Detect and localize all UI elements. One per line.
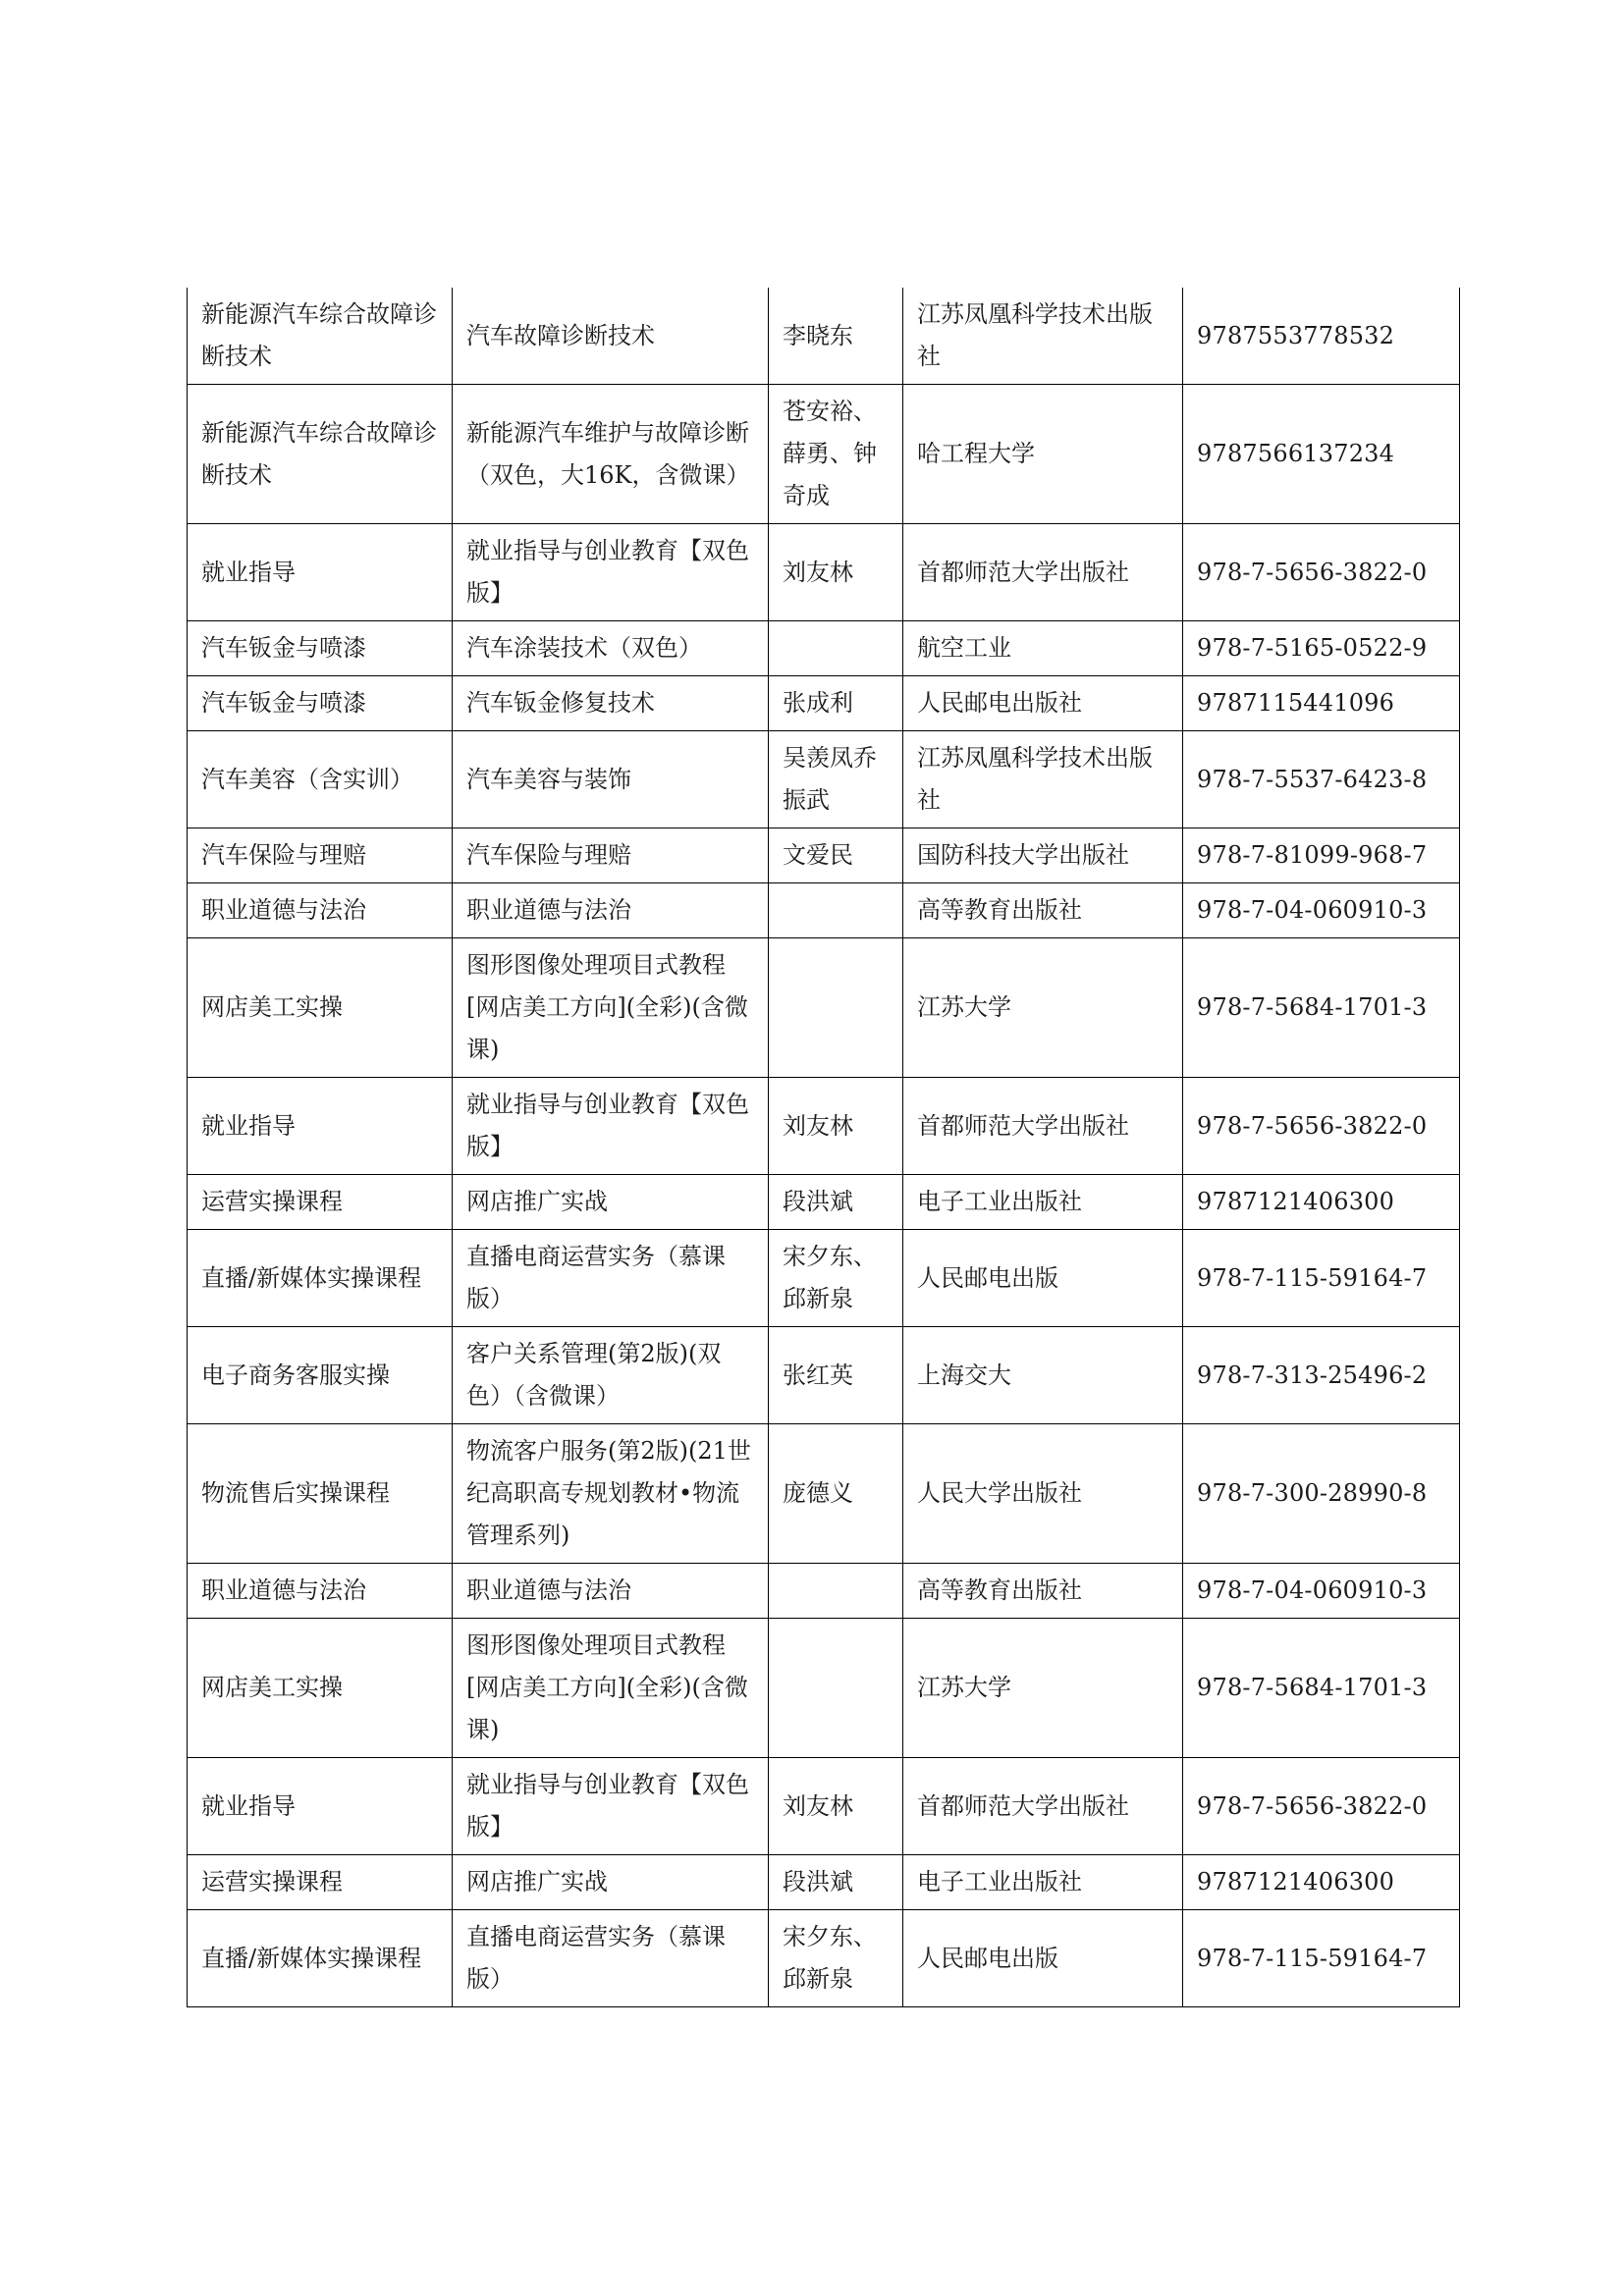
publisher-cell: 哈工程大学 bbox=[903, 385, 1183, 524]
isbn-cell: 9787115441096 bbox=[1183, 676, 1460, 731]
table-row bbox=[188, 524, 1460, 621]
publisher-cell: 江苏凤凰科学技术出版社 bbox=[903, 731, 1183, 828]
author-cell: 吴羡凤乔振武 bbox=[769, 731, 903, 828]
textbook-cell: 网店推广实战 bbox=[453, 1855, 769, 1910]
course-cell: 就业指导 bbox=[188, 1758, 453, 1855]
textbook-cell: 客户关系管理(第2版)(双色）（含微课） bbox=[453, 1327, 769, 1424]
table-row bbox=[188, 1175, 1460, 1230]
author-cell: 庞德义 bbox=[769, 1424, 903, 1564]
table-row bbox=[188, 1327, 1460, 1424]
author-cell bbox=[769, 938, 903, 1078]
course-cell: 网店美工实操 bbox=[188, 1619, 453, 1758]
course-cell: 新能源汽车综合故障诊断技术 bbox=[188, 385, 453, 524]
textbook-table bbox=[187, 288, 1460, 2007]
textbook-cell: 汽车涂装技术（双色） bbox=[453, 621, 769, 676]
course-cell: 运营实操课程 bbox=[188, 1175, 453, 1230]
publisher-cell: 电子工业出版社 bbox=[903, 1855, 1183, 1910]
textbook-cell: 职业道德与法治 bbox=[453, 883, 769, 938]
publisher-cell: 人民邮电出版社 bbox=[903, 676, 1183, 731]
course-cell: 运营实操课程 bbox=[188, 1855, 453, 1910]
isbn-cell: 978-7-5165-0522-9 bbox=[1183, 621, 1460, 676]
author-cell bbox=[769, 1619, 903, 1758]
author-cell: 张成利 bbox=[769, 676, 903, 731]
table-row bbox=[188, 828, 1460, 883]
isbn-cell: 9787121406300 bbox=[1183, 1175, 1460, 1230]
textbook-cell: 职业道德与法治 bbox=[453, 1564, 769, 1619]
author-cell: 张红英 bbox=[769, 1327, 903, 1424]
table-row bbox=[188, 1619, 1460, 1758]
course-cell: 就业指导 bbox=[188, 1078, 453, 1175]
course-cell: 物流售后实操课程 bbox=[188, 1424, 453, 1564]
course-cell: 汽车保险与理赔 bbox=[188, 828, 453, 883]
isbn-cell: 978-7-5684-1701-3 bbox=[1183, 938, 1460, 1078]
author-cell: 文爱民 bbox=[769, 828, 903, 883]
table-row bbox=[188, 731, 1460, 828]
isbn-cell: 978-7-5537-6423-8 bbox=[1183, 731, 1460, 828]
publisher-cell: 人民邮电出版 bbox=[903, 1910, 1183, 2007]
course-cell: 电子商务客服实操 bbox=[188, 1327, 453, 1424]
course-cell: 就业指导 bbox=[188, 524, 453, 621]
publisher-cell: 上海交大 bbox=[903, 1327, 1183, 1424]
textbook-cell: 就业指导与创业教育【双色版】 bbox=[453, 524, 769, 621]
table-row bbox=[188, 288, 1460, 385]
isbn-cell: 9787121406300 bbox=[1183, 1855, 1460, 1910]
course-cell: 汽车钣金与喷漆 bbox=[188, 621, 453, 676]
textbook-cell: 汽车钣金修复技术 bbox=[453, 676, 769, 731]
author-cell: 刘友林 bbox=[769, 1078, 903, 1175]
isbn-cell: 978-7-5684-1701-3 bbox=[1183, 1619, 1460, 1758]
isbn-cell: 9787553778532 bbox=[1183, 288, 1460, 385]
table-row bbox=[188, 1758, 1460, 1855]
author-cell: 段洪斌 bbox=[769, 1855, 903, 1910]
author-cell: 宋夕东、邱新泉 bbox=[769, 1910, 903, 2007]
author-cell: 宋夕东、邱新泉 bbox=[769, 1230, 903, 1327]
table-row bbox=[188, 1424, 1460, 1564]
table-body bbox=[188, 288, 1460, 2007]
table-row bbox=[188, 938, 1460, 1078]
document-page bbox=[187, 288, 1459, 2007]
textbook-cell: 新能源汽车维护与故障诊断（双色，大16K，含微课） bbox=[453, 385, 769, 524]
isbn-cell: 978-7-81099-968-7 bbox=[1183, 828, 1460, 883]
author-cell: 苍安裕、薛勇、钟奇成 bbox=[769, 385, 903, 524]
course-cell: 职业道德与法治 bbox=[188, 883, 453, 938]
table-row bbox=[188, 385, 1460, 524]
table-row bbox=[188, 1564, 1460, 1619]
author-cell: 刘友林 bbox=[769, 1758, 903, 1855]
isbn-cell: 978-7-313-25496-2 bbox=[1183, 1327, 1460, 1424]
table-row bbox=[188, 676, 1460, 731]
table-row bbox=[188, 1078, 1460, 1175]
table-row bbox=[188, 883, 1460, 938]
course-cell: 直播/新媒体实操课程 bbox=[188, 1910, 453, 2007]
publisher-cell: 高等教育出版社 bbox=[903, 1564, 1183, 1619]
publisher-cell: 人民邮电出版 bbox=[903, 1230, 1183, 1327]
textbook-cell: 物流客户服务(第2版)(21世纪高职高专规划教材•物流管理系列) bbox=[453, 1424, 769, 1564]
textbook-cell: 汽车故障诊断技术 bbox=[453, 288, 769, 385]
author-cell bbox=[769, 1564, 903, 1619]
table-row bbox=[188, 1855, 1460, 1910]
textbook-cell: 汽车美容与装饰 bbox=[453, 731, 769, 828]
author-cell bbox=[769, 883, 903, 938]
table-row bbox=[188, 1910, 1460, 2007]
publisher-cell: 首都师范大学出版社 bbox=[903, 1758, 1183, 1855]
textbook-cell: 就业指导与创业教育【双色版】 bbox=[453, 1078, 769, 1175]
publisher-cell: 首都师范大学出版社 bbox=[903, 524, 1183, 621]
textbook-cell: 图形图像处理项目式教程[网店美工方向](全彩)(含微课) bbox=[453, 938, 769, 1078]
isbn-cell: 978-7-04-060910-3 bbox=[1183, 1564, 1460, 1619]
author-cell: 李晓东 bbox=[769, 288, 903, 385]
course-cell: 直播/新媒体实操课程 bbox=[188, 1230, 453, 1327]
course-cell: 汽车钣金与喷漆 bbox=[188, 676, 453, 731]
course-cell: 新能源汽车综合故障诊断技术 bbox=[188, 288, 453, 385]
isbn-cell: 978-7-5656-3822-0 bbox=[1183, 524, 1460, 621]
publisher-cell: 江苏大学 bbox=[903, 938, 1183, 1078]
publisher-cell: 人民大学出版社 bbox=[903, 1424, 1183, 1564]
isbn-cell: 9787566137234 bbox=[1183, 385, 1460, 524]
course-cell: 汽车美容（含实训） bbox=[188, 731, 453, 828]
publisher-cell: 国防科技大学出版社 bbox=[903, 828, 1183, 883]
table-row bbox=[188, 621, 1460, 676]
textbook-cell: 汽车保险与理赔 bbox=[453, 828, 769, 883]
course-cell: 职业道德与法治 bbox=[188, 1564, 453, 1619]
author-cell: 段洪斌 bbox=[769, 1175, 903, 1230]
publisher-cell: 高等教育出版社 bbox=[903, 883, 1183, 938]
publisher-cell: 电子工业出版社 bbox=[903, 1175, 1183, 1230]
isbn-cell: 978-7-5656-3822-0 bbox=[1183, 1078, 1460, 1175]
isbn-cell: 978-7-115-59164-7 bbox=[1183, 1230, 1460, 1327]
isbn-cell: 978-7-115-59164-7 bbox=[1183, 1910, 1460, 2007]
textbook-cell: 网店推广实战 bbox=[453, 1175, 769, 1230]
isbn-cell: 978-7-5656-3822-0 bbox=[1183, 1758, 1460, 1855]
publisher-cell: 航空工业 bbox=[903, 621, 1183, 676]
publisher-cell: 江苏凤凰科学技术出版社 bbox=[903, 288, 1183, 385]
textbook-cell: 就业指导与创业教育【双色版】 bbox=[453, 1758, 769, 1855]
isbn-cell: 978-7-300-28990-8 bbox=[1183, 1424, 1460, 1564]
table-row bbox=[188, 1230, 1460, 1327]
publisher-cell: 江苏大学 bbox=[903, 1619, 1183, 1758]
isbn-cell: 978-7-04-060910-3 bbox=[1183, 883, 1460, 938]
author-cell bbox=[769, 621, 903, 676]
textbook-cell: 图形图像处理项目式教程[网店美工方向](全彩)(含微课) bbox=[453, 1619, 769, 1758]
textbook-cell: 直播电商运营实务（慕课版） bbox=[453, 1910, 769, 2007]
textbook-cell: 直播电商运营实务（慕课版） bbox=[453, 1230, 769, 1327]
publisher-cell: 首都师范大学出版社 bbox=[903, 1078, 1183, 1175]
course-cell: 网店美工实操 bbox=[188, 938, 453, 1078]
author-cell: 刘友林 bbox=[769, 524, 903, 621]
